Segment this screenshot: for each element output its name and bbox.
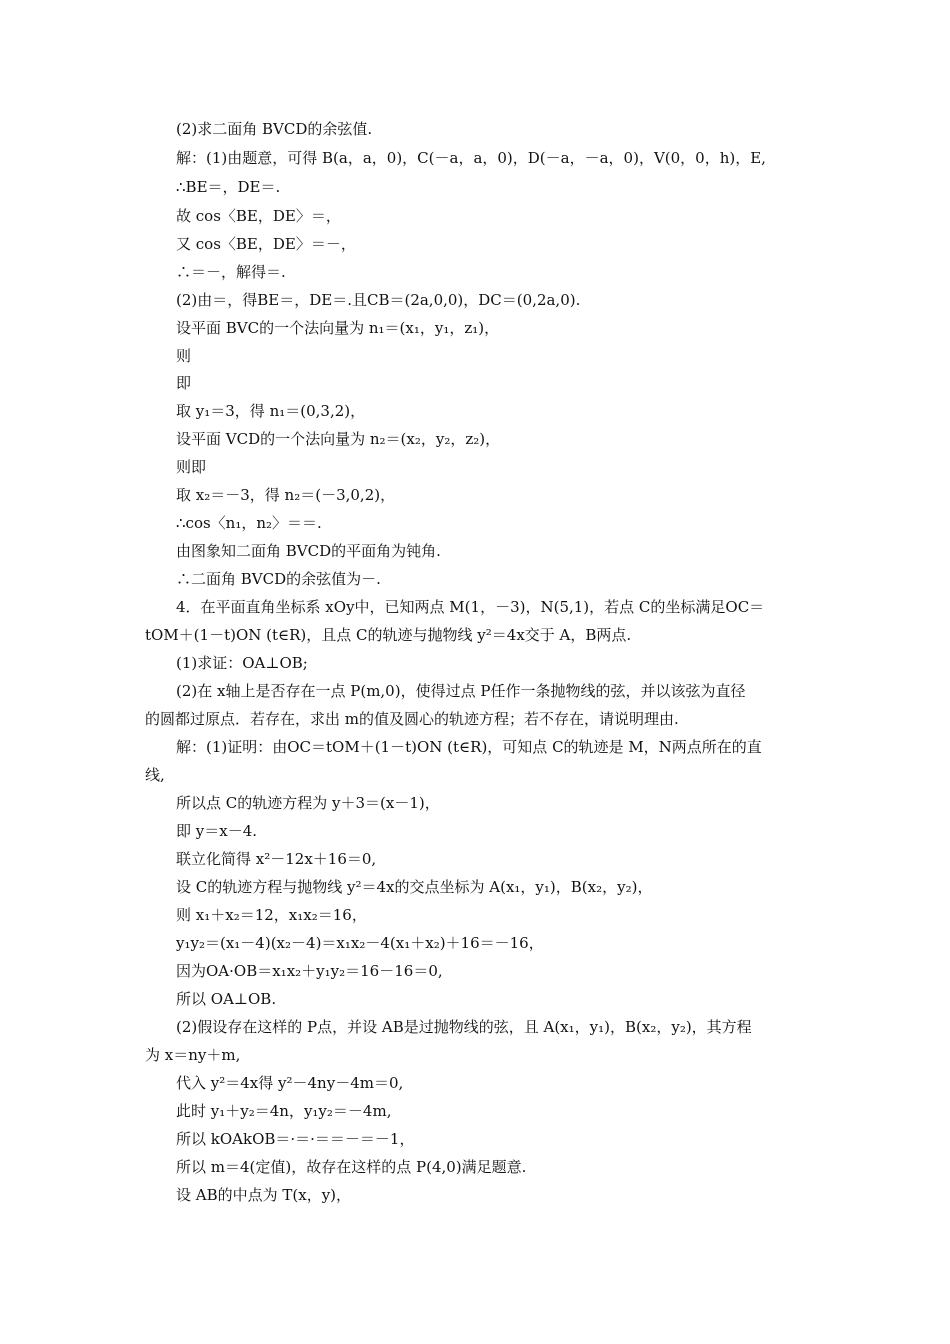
text-line: tOM＋(1－t)ON (t∈R)，且点 C的轨迹与抛物线 y²＝4x交于 A，B两点. xyxy=(145,626,632,644)
text-line: ∴BE＝，DE＝. xyxy=(176,178,281,196)
text-line: 故 cos〈BE，DE〉＝， xyxy=(176,207,341,225)
text-line: (2)由＝，得BE＝，DE＝.且CB＝(2a,0,0)，DC＝(0,2a,0). xyxy=(176,291,581,309)
text-line: 解：(1)证明：由OC＝tOM＋(1－t)ON (t∈R)，可知点 C的轨迹是 M，N两点所在的直 xyxy=(176,738,762,756)
text-line: 为 x＝ny＋m, xyxy=(145,1046,241,1064)
text-line: 的圆都过原点．若存在，求出 m的值及圆心的轨迹方程；若不存在，请说明理由. xyxy=(145,710,679,728)
text-line: ∴cos〈n₁，n₂〉＝＝. xyxy=(176,514,322,532)
text-line: 联立化简得 x²－12x＋16＝0, xyxy=(176,850,377,868)
text-line: 所以 m＝4(定值)，故存在这样的点 P(4,0)满足题意. xyxy=(176,1158,527,1176)
text-line: 设 AB的中点为 T(x，y)， xyxy=(176,1186,352,1204)
text-line: ∴二面角 BVCD的余弦值为－. xyxy=(176,570,381,588)
text-line: 此时 y₁＋y₂＝4n，y₁y₂＝－4m, xyxy=(176,1102,392,1120)
text-line: 设 C的轨迹方程与抛物线 y²＝4x的交点坐标为 A(x₁，y₁)，B(x₂，y₂)， xyxy=(176,878,653,896)
text-line: (2)在 x轴上是否存在一点 P(m,0)，使得过点 P任作一条抛物线的弦，并以该弦为直径 xyxy=(176,682,746,700)
text-line: 则即 xyxy=(176,458,207,476)
text-line: 即 xyxy=(176,374,192,392)
text-line: 解：(1)由题意，可得 B(a，a，0)，C(－a，a，0)，D(－a，－a，0)，V(0，0，h)，E, xyxy=(176,149,766,167)
text-line: 即 y＝x－4. xyxy=(176,822,258,840)
text-line: 所以 OA⊥OB. xyxy=(176,990,277,1008)
text-line: 则 x₁＋x₂＝12，x₁x₂＝16， xyxy=(176,906,367,924)
text-line: y₁y₂＝(x₁－4)(x₂－4)＝x₁x₂－4(x₁＋x₂)＋16＝－16， xyxy=(176,934,544,952)
text-line: 设平面 BVC的一个法向量为 n₁＝(x₁，y₁，z₁)， xyxy=(176,319,500,337)
text-line: 因为OA·OB＝x₁x₂＋y₁y₂＝16－16＝0, xyxy=(176,962,443,980)
text-line: 由图象知二面角 BVCD的平面角为钝角. xyxy=(176,542,441,560)
text-line: 取 y₁＝3，得 n₁＝(0,3,2)， xyxy=(176,402,366,420)
text-line: 4．在平面直角坐标系 xOy中，已知两点 M(1，－3)，N(5,1)，若点 C的坐标满足OC＝ xyxy=(176,598,765,616)
text-line: ∴＝－，解得＝. xyxy=(176,263,286,281)
text-line: 则 xyxy=(176,347,192,365)
text-line: 所以点 C的轨迹方程为 y＋3＝(x－1)， xyxy=(176,794,440,812)
text-line: 所以 kOAkOB＝·＝·＝＝－＝－1， xyxy=(176,1130,415,1148)
text-line: 取 x₂＝－3，得 n₂＝(－3,0,2)， xyxy=(176,486,396,504)
text-line: 又 cos〈BE，DE〉＝－， xyxy=(176,235,356,253)
text-line: (2)求二面角 BVCD的余弦值. xyxy=(176,120,373,138)
text-line: 设平面 VCD的一个法向量为 n₂＝(x₂，y₂，z₂)， xyxy=(176,430,501,448)
text-line: 线, xyxy=(145,766,165,784)
text-line: 代入 y²＝4x得 y²－4ny－4m＝0, xyxy=(176,1074,404,1092)
text-line: (2)假设存在这样的 P点，并设 AB是过抛物线的弦，且 A(x₁，y₁)，B(x₂，y₂)，其方程 xyxy=(176,1018,752,1036)
text-line: (1)求证：OA⊥OB; xyxy=(176,654,308,672)
